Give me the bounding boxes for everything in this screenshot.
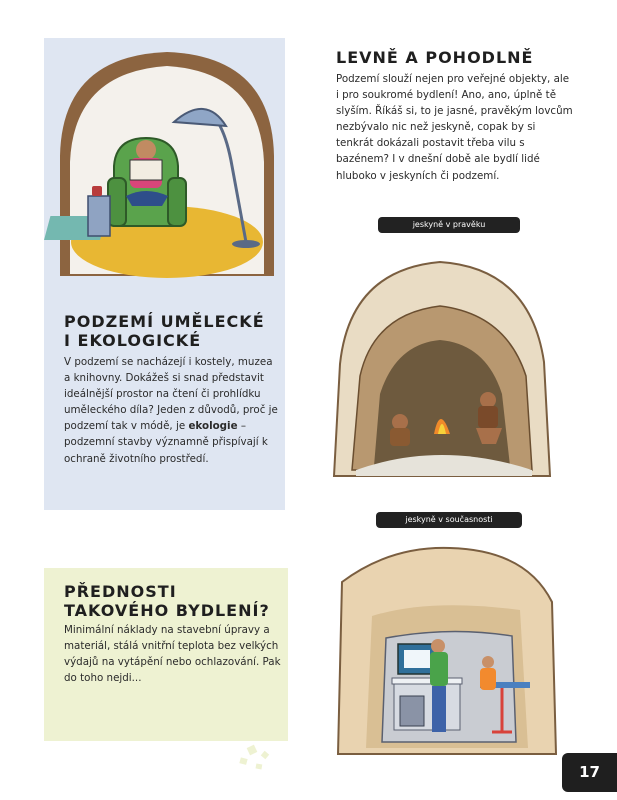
decorative-confetti — [236, 700, 296, 772]
heading-art-ecological: PODZEMÍ UMĚLECKÉ I EKOLOGICKÉ — [64, 312, 265, 350]
ecology-highlight: ekologie — [188, 420, 238, 433]
heading-advantages: PŘEDNOSTI TAKOVÉHO BYDLENÍ? — [64, 582, 270, 620]
modern-cave-illustration — [330, 542, 562, 756]
reading-cave-illustration — [56, 46, 278, 282]
paragraph-text: V podzemí se nacházejí i kostely, muzea a knihovny. Dokážeš si snad představit ideálnější prostor na čtení či prohlídku uměleckého díla? Jeden z důvodů, proč je podzemí tak v módě, je — [64, 356, 278, 433]
caption-prehistoric-cave: jeskyně v pravěku — [378, 217, 520, 233]
paragraph-text-end: – podzemní stavby významně přispívají k ochraně životního prostředí. — [64, 420, 268, 465]
prehistoric-cave-illustration — [326, 244, 556, 484]
paragraph-cheap-comfortable: Podzemí slouží nejen pro veřejné objekty, ale i pro soukromé bydlení! Ano, ano, úplně tě slyším. Říkáš si, to je jasné, pravěkým lovcům nezbývalo nic než jeskyně, copak by si tenkrát dokázali postavit třeba vilu s bazénem? I v dnešní době ale bydlí lidé hluboko v jeskyních či podzemí. — [336, 73, 573, 182]
heading-cheap-comfortable: LEVNĚ A POHODLNĚ — [336, 48, 534, 67]
page-number: 17 — [562, 753, 617, 792]
paragraph-advantages: Minimální náklady na stavební úpravy a materiál, stálá vnitřní teplota bez velkých výdajů na vytápění nebo ochlazování. Pak do toho nejdi... — [64, 624, 281, 685]
paragraph-art-ecological — [64, 354, 279, 467]
caption-modern-cave: jeskyně v současnosti — [376, 512, 522, 528]
